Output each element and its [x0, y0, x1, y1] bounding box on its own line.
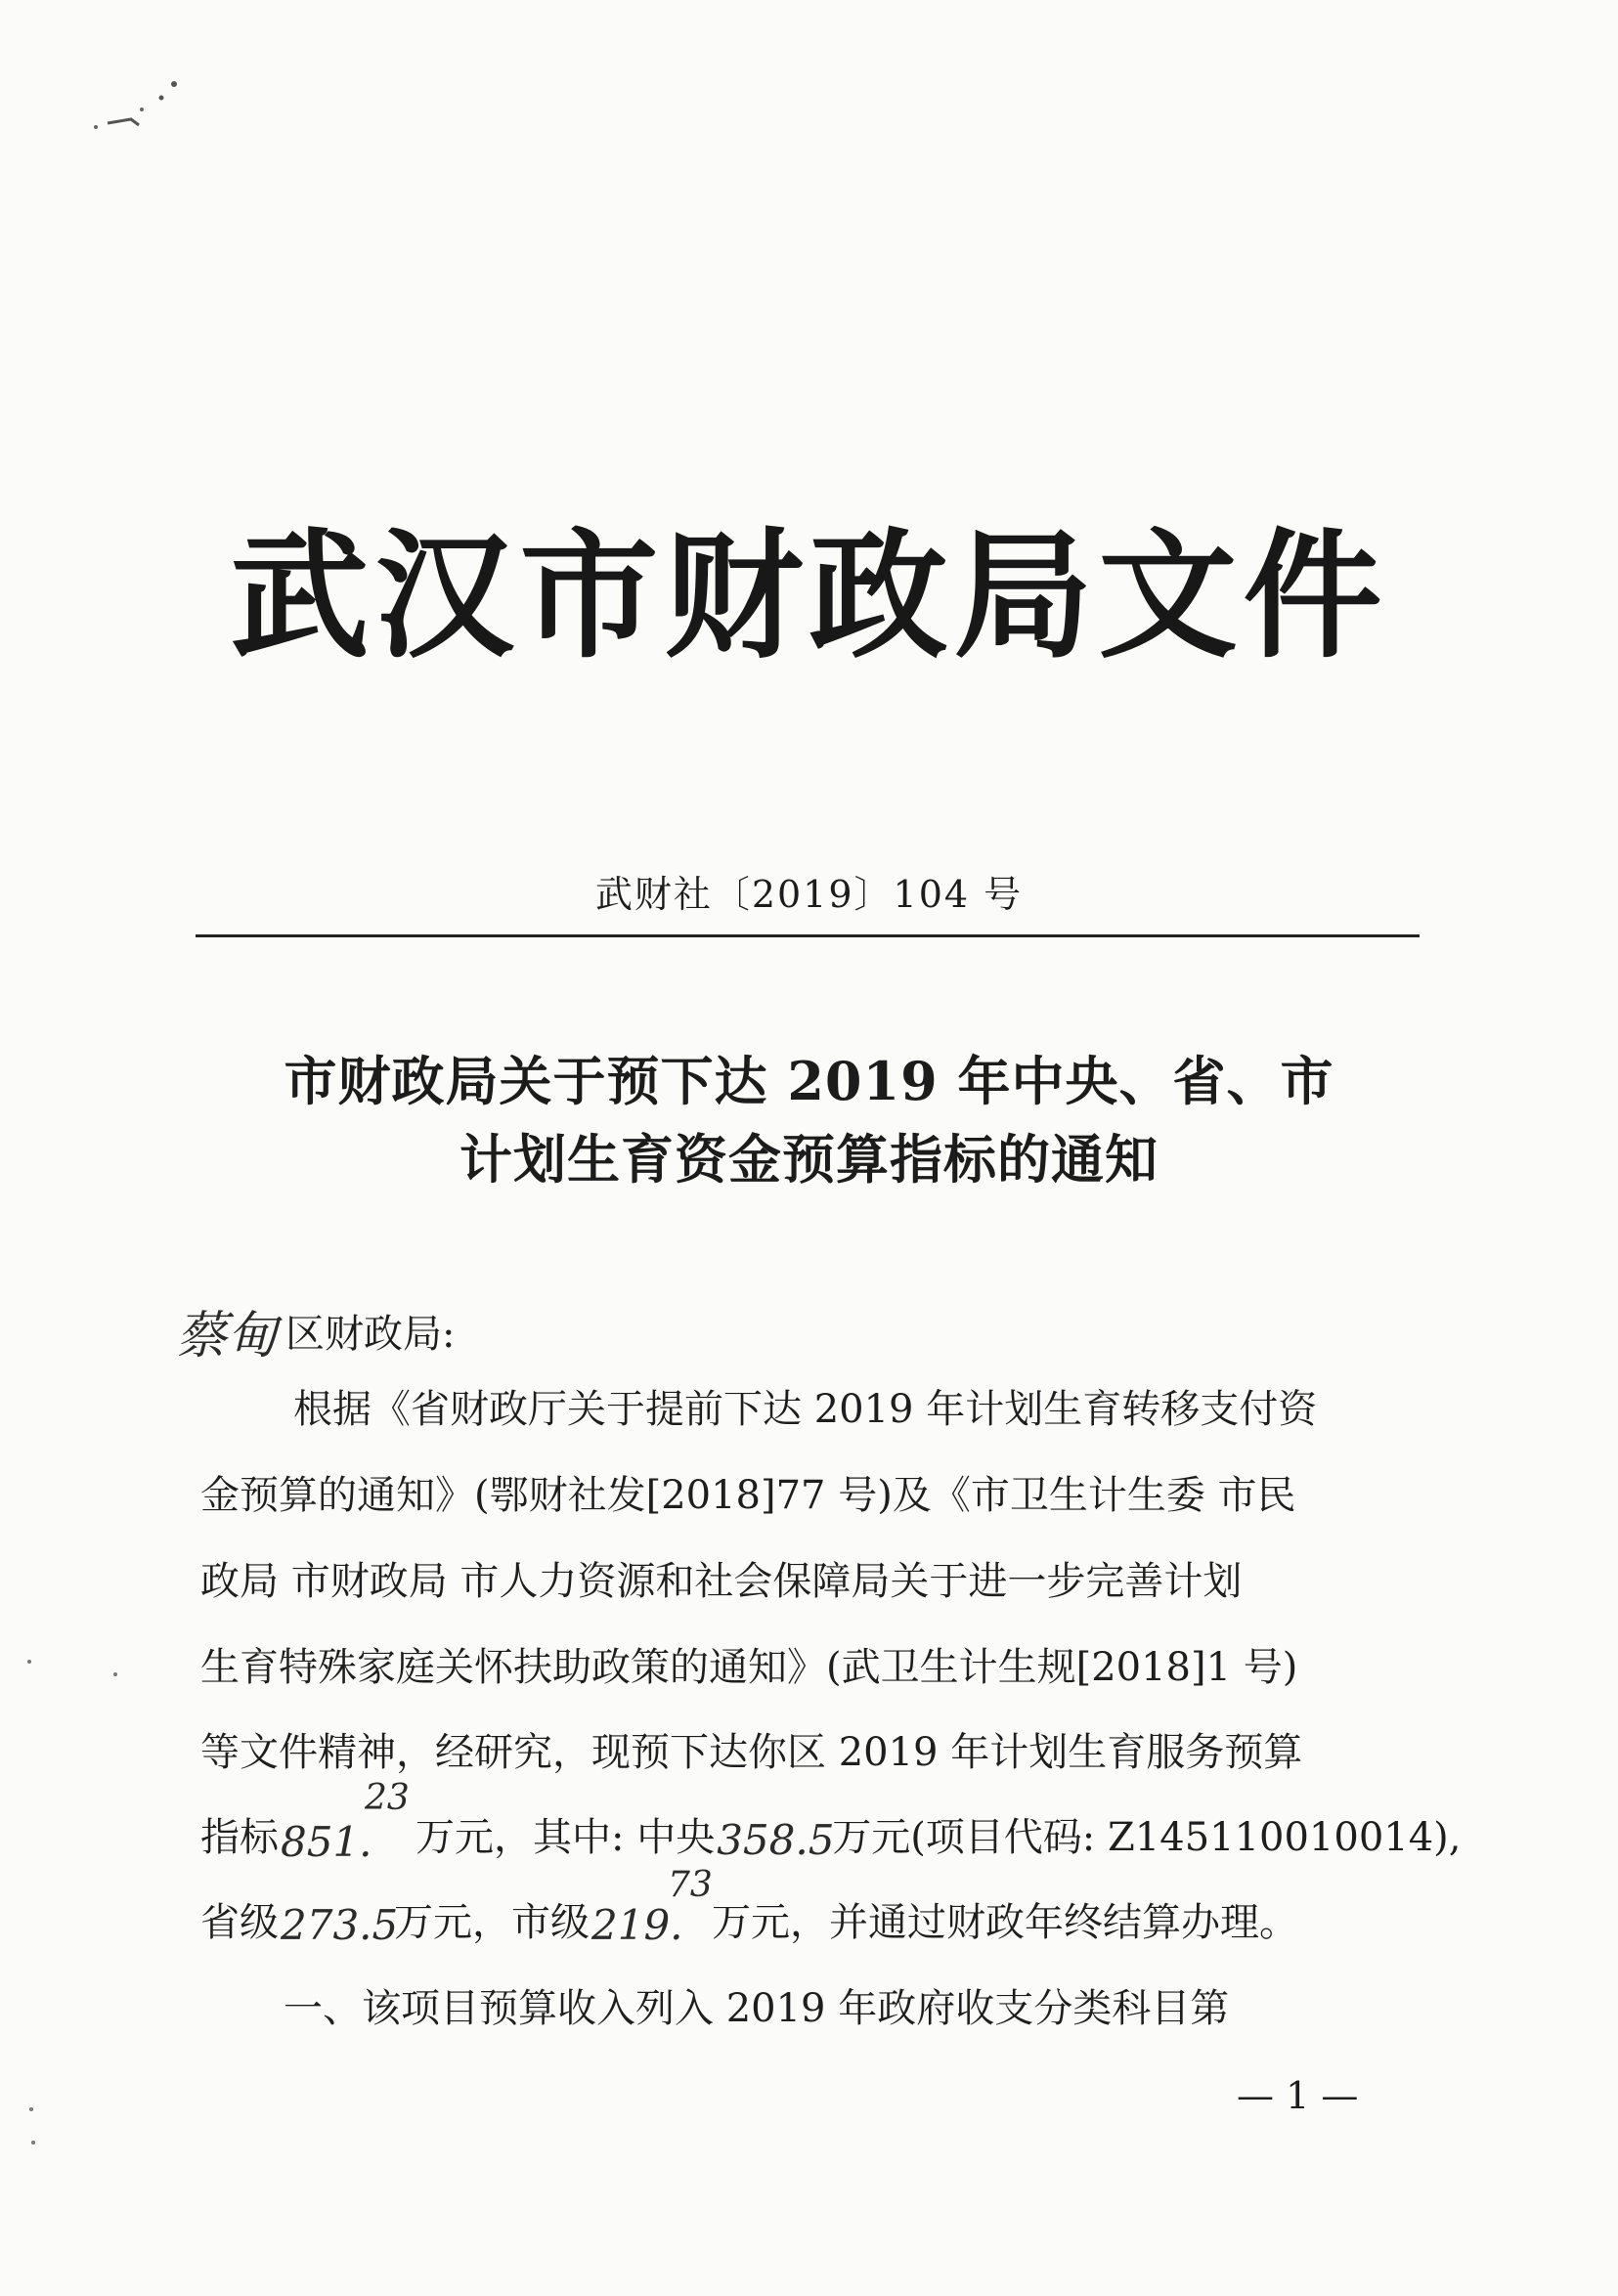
body-line-8: 一、该项目预算收入列入 2019 年政府收支分类科目第 — [284, 1986, 1230, 2031]
header-divider — [196, 934, 1420, 937]
handwritten-municipal-superscript: 73 — [668, 1865, 713, 1905]
notice-title — [0, 1042, 1618, 1198]
handwritten-provincial-slot — [279, 1901, 399, 1949]
handwritten-central-slot — [715, 1816, 835, 1864]
body-line-7-c: 万元，并通过财政年终结算办理。 — [712, 1900, 1298, 1945]
handwritten-total: 851. — [281, 1818, 372, 1866]
page-number: — 1 — — [1237, 2074, 1359, 2117]
handwritten-provincial: 273.5 — [281, 1901, 399, 1949]
body-line-6-a: 指标 — [200, 1815, 279, 1860]
masthead-title: 武汉市财政局文件 — [230, 516, 1388, 677]
body-line-7-b: 万元，市级 — [394, 1900, 590, 1945]
handwritten-total-slot — [279, 1778, 415, 1866]
body-line-7 — [200, 1865, 1298, 1949]
body-line-6-b: 万元，其中: 中央 — [415, 1815, 716, 1860]
handwritten-district-name: 蔡甸 — [176, 1307, 279, 1365]
salutation — [176, 1305, 456, 1365]
handwritten-central: 358.5 — [717, 1816, 835, 1864]
document-number: 武财社〔2019〕104 号 — [594, 873, 1024, 916]
body-line-7-a: 省级 — [200, 1900, 279, 1945]
body-line-3: 政局 市财政局 市人力资源和社会保障局关于进一步完善计划 — [200, 1559, 1243, 1604]
notice-title-line-1: 市财政局关于预下达 2019 年中央、省、市 — [284, 1050, 1334, 1112]
body-line-1: 根据《省财政厅关于提前下达 2019 年计划生育转移支付资 — [293, 1387, 1318, 1432]
notice-title-line-2: 计划生育资金预算指标的通知 — [459, 1128, 1159, 1191]
body-line-6 — [200, 1778, 1462, 1866]
body-line-4: 生育特殊家庭关怀扶助政策的通知》(武卫生计生规[2018]1 号) — [200, 1645, 1298, 1690]
body-line-2: 金预算的通知》(鄂财社发[2018]77 号)及《市卫生计生委 市民 — [200, 1473, 1296, 1518]
handwritten-total-superscript: 23 — [365, 1778, 410, 1818]
body-line-6-c: 万元(项目代码: Z145110010014), — [832, 1815, 1462, 1860]
handwritten-municipal: 219. — [591, 1901, 683, 1949]
salutation-text: 区财政局: — [285, 1312, 456, 1357]
handwritten-municipal-slot — [590, 1865, 713, 1949]
body-line-5: 等文件精神，经研究，现预下达你区 2019 年计划生育服务预算 — [200, 1730, 1303, 1775]
